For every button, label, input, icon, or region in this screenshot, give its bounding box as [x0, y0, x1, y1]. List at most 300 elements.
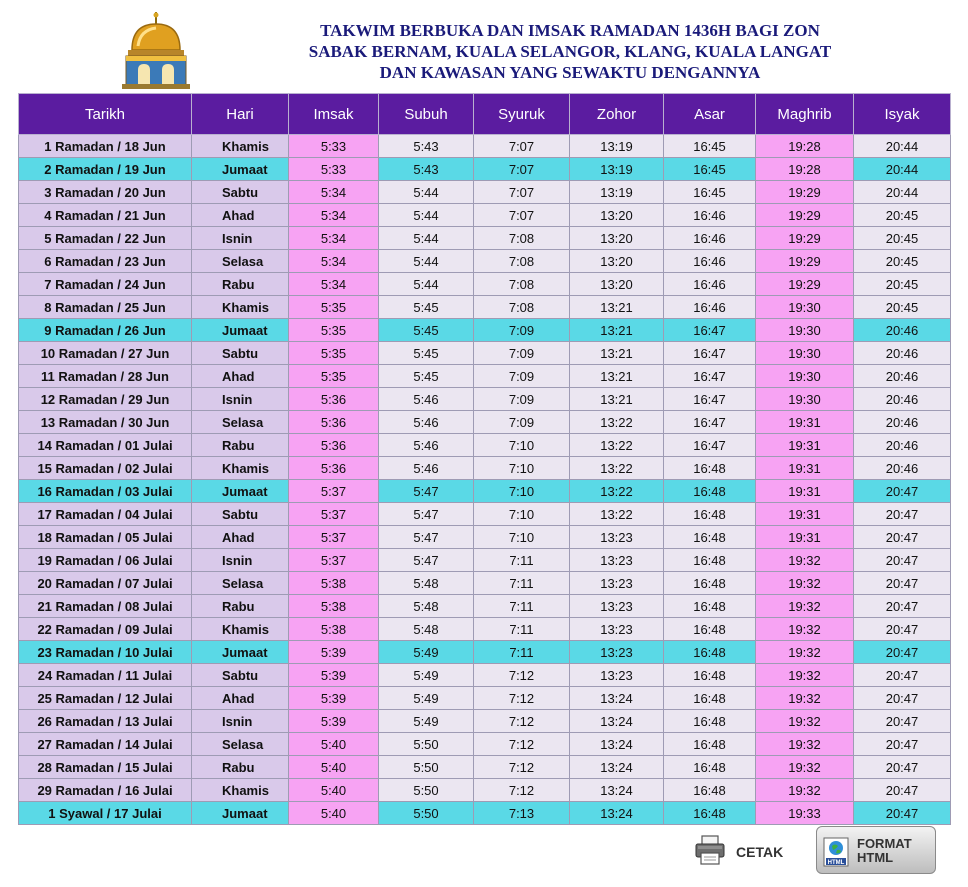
cell-maghrib: 19:33	[756, 802, 854, 825]
cell-tarikh: 15 Ramadan / 02 Julai	[19, 457, 192, 480]
cell-imsak: 5:39	[289, 687, 379, 710]
cell-isyak: 20:47	[854, 618, 951, 641]
cell-isyak: 20:47	[854, 572, 951, 595]
cell-isyak: 20:47	[854, 664, 951, 687]
cell-hari: Khamis	[192, 135, 289, 158]
cell-zohor: 13:24	[570, 756, 664, 779]
cell-subuh: 5:47	[379, 526, 474, 549]
cell-isyak: 20:45	[854, 227, 951, 250]
cell-hari: Khamis	[192, 779, 289, 802]
cell-tarikh: 1 Ramadan / 18 Jun	[19, 135, 192, 158]
table-header-row	[19, 94, 951, 135]
cell-imsak: 5:36	[289, 388, 379, 411]
cell-tarikh: 17 Ramadan / 04 Julai	[19, 503, 192, 526]
cell-syuruk: 7:11	[474, 572, 570, 595]
cell-maghrib: 19:32	[756, 756, 854, 779]
column-header-subuh: Subuh	[379, 94, 474, 135]
cell-tarikh: 19 Ramadan / 06 Julai	[19, 549, 192, 572]
table-row	[19, 365, 951, 388]
cell-hari: Ahad	[192, 526, 289, 549]
cell-zohor: 13:20	[570, 227, 664, 250]
prayer-times-table	[18, 93, 951, 825]
cell-syuruk: 7:12	[474, 733, 570, 756]
table-row	[19, 664, 951, 687]
cell-asar: 16:47	[664, 319, 756, 342]
cell-maghrib: 19:32	[756, 733, 854, 756]
cell-maghrib: 19:29	[756, 204, 854, 227]
cell-tarikh: 18 Ramadan / 05 Julai	[19, 526, 192, 549]
column-header-hari: Hari	[192, 94, 289, 135]
cell-asar: 16:48	[664, 457, 756, 480]
cell-tarikh: 26 Ramadan / 13 Julai	[19, 710, 192, 733]
cell-subuh: 5:45	[379, 342, 474, 365]
svg-text:HTML: HTML	[827, 860, 845, 866]
cell-syuruk: 7:12	[474, 664, 570, 687]
printer-icon	[694, 834, 726, 866]
cell-hari: Jumaat	[192, 802, 289, 825]
cell-hari: Selasa	[192, 250, 289, 273]
cell-subuh: 5:50	[379, 733, 474, 756]
cell-asar: 16:45	[664, 158, 756, 181]
cell-zohor: 13:24	[570, 779, 664, 802]
cell-tarikh: 25 Ramadan / 12 Julai	[19, 687, 192, 710]
cell-tarikh: 16 Ramadan / 03 Julai	[19, 480, 192, 503]
cell-syuruk: 7:13	[474, 802, 570, 825]
cell-asar: 16:48	[664, 756, 756, 779]
print-button[interactable]	[690, 830, 790, 874]
cell-imsak: 5:37	[289, 526, 379, 549]
cell-imsak: 5:33	[289, 158, 379, 181]
cell-subuh: 5:46	[379, 411, 474, 434]
column-header-tarikh: Tarikh	[19, 94, 192, 135]
cell-asar: 16:47	[664, 365, 756, 388]
cell-maghrib: 19:28	[756, 158, 854, 181]
cell-asar: 16:46	[664, 296, 756, 319]
column-header-isyak: Isyak	[854, 94, 951, 135]
cell-imsak: 5:36	[289, 411, 379, 434]
cell-maghrib: 19:30	[756, 319, 854, 342]
cell-isyak: 20:47	[854, 503, 951, 526]
cell-hari: Isnin	[192, 549, 289, 572]
cell-tarikh: 4 Ramadan / 21 Jun	[19, 204, 192, 227]
cell-maghrib: 19:32	[756, 664, 854, 687]
cell-zohor: 13:24	[570, 710, 664, 733]
table-row	[19, 273, 951, 296]
cell-isyak: 20:47	[854, 756, 951, 779]
cell-zohor: 13:21	[570, 388, 664, 411]
cell-isyak: 20:45	[854, 250, 951, 273]
table-row	[19, 503, 951, 526]
cell-asar: 16:46	[664, 273, 756, 296]
cell-hari: Selasa	[192, 572, 289, 595]
cell-hari: Khamis	[192, 618, 289, 641]
cell-subuh: 5:48	[379, 572, 474, 595]
table-row	[19, 457, 951, 480]
cell-zohor: 13:21	[570, 296, 664, 319]
cell-maghrib: 19:29	[756, 227, 854, 250]
cell-zohor: 13:20	[570, 250, 664, 273]
cell-tarikh: 29 Ramadan / 16 Julai	[19, 779, 192, 802]
page-title	[230, 20, 910, 83]
table-row	[19, 411, 951, 434]
table-row	[19, 733, 951, 756]
cell-hari: Rabu	[192, 273, 289, 296]
cell-isyak: 20:47	[854, 641, 951, 664]
cell-imsak: 5:40	[289, 802, 379, 825]
cell-zohor: 13:24	[570, 733, 664, 756]
cell-subuh: 5:44	[379, 250, 474, 273]
cell-hari: Sabtu	[192, 503, 289, 526]
cell-zohor: 13:23	[570, 549, 664, 572]
cell-syuruk: 7:07	[474, 204, 570, 227]
cell-zohor: 13:22	[570, 434, 664, 457]
cell-zohor: 13:19	[570, 158, 664, 181]
cell-asar: 16:47	[664, 388, 756, 411]
cell-isyak: 20:47	[854, 733, 951, 756]
cell-zohor: 13:23	[570, 526, 664, 549]
cell-zohor: 13:20	[570, 204, 664, 227]
cell-tarikh: 13 Ramadan / 30 Jun	[19, 411, 192, 434]
cell-tarikh: 20 Ramadan / 07 Julai	[19, 572, 192, 595]
cell-subuh: 5:44	[379, 273, 474, 296]
cell-maghrib: 19:29	[756, 181, 854, 204]
cell-subuh: 5:50	[379, 756, 474, 779]
cell-hari: Khamis	[192, 457, 289, 480]
cell-subuh: 5:49	[379, 687, 474, 710]
cell-imsak: 5:35	[289, 296, 379, 319]
cell-syuruk: 7:11	[474, 549, 570, 572]
cell-tarikh: 11 Ramadan / 28 Jun	[19, 365, 192, 388]
cell-asar: 16:48	[664, 779, 756, 802]
table-row	[19, 618, 951, 641]
cell-tarikh: 9 Ramadan / 26 Jun	[19, 319, 192, 342]
table-row	[19, 549, 951, 572]
cell-asar: 16:48	[664, 733, 756, 756]
cell-hari: Sabtu	[192, 664, 289, 687]
column-header-syuruk: Syuruk	[474, 94, 570, 135]
cell-isyak: 20:47	[854, 802, 951, 825]
cell-isyak: 20:46	[854, 342, 951, 365]
cell-zohor: 13:22	[570, 480, 664, 503]
cell-maghrib: 19:32	[756, 779, 854, 802]
cell-isyak: 20:45	[854, 273, 951, 296]
cell-syuruk: 7:11	[474, 618, 570, 641]
column-header-maghrib: Maghrib	[756, 94, 854, 135]
cell-subuh: 5:47	[379, 480, 474, 503]
cell-tarikh: 24 Ramadan / 11 Julai	[19, 664, 192, 687]
cell-isyak: 20:44	[854, 135, 951, 158]
cell-tarikh: 28 Ramadan / 15 Julai	[19, 756, 192, 779]
cell-isyak: 20:47	[854, 480, 951, 503]
cell-asar: 16:48	[664, 549, 756, 572]
cell-zohor: 13:19	[570, 181, 664, 204]
cell-subuh: 5:45	[379, 296, 474, 319]
cell-hari: Jumaat	[192, 480, 289, 503]
cell-zohor: 13:22	[570, 411, 664, 434]
print-label: CETAK	[736, 844, 784, 860]
cell-syuruk: 7:09	[474, 411, 570, 434]
table-row	[19, 756, 951, 779]
cell-hari: Sabtu	[192, 342, 289, 365]
cell-isyak: 20:47	[854, 595, 951, 618]
cell-isyak: 20:45	[854, 204, 951, 227]
cell-syuruk: 7:08	[474, 273, 570, 296]
cell-tarikh: 23 Ramadan / 10 Julai	[19, 641, 192, 664]
cell-maghrib: 19:31	[756, 526, 854, 549]
cell-syuruk: 7:09	[474, 342, 570, 365]
cell-maghrib: 19:31	[756, 434, 854, 457]
cell-asar: 16:45	[664, 135, 756, 158]
cell-maghrib: 19:32	[756, 618, 854, 641]
cell-syuruk: 7:09	[474, 388, 570, 411]
cell-isyak: 20:47	[854, 526, 951, 549]
cell-maghrib: 19:32	[756, 641, 854, 664]
cell-tarikh: 10 Ramadan / 27 Jun	[19, 342, 192, 365]
cell-imsak: 5:34	[289, 181, 379, 204]
cell-maghrib: 19:31	[756, 411, 854, 434]
cell-subuh: 5:47	[379, 503, 474, 526]
cell-hari: Isnin	[192, 388, 289, 411]
cell-maghrib: 19:30	[756, 296, 854, 319]
cell-hari: Isnin	[192, 710, 289, 733]
cell-asar: 16:48	[664, 526, 756, 549]
format-html-label-line2: HTML	[857, 850, 894, 865]
cell-subuh: 5:44	[379, 181, 474, 204]
cell-subuh: 5:47	[379, 549, 474, 572]
table-row	[19, 181, 951, 204]
cell-imsak: 5:35	[289, 342, 379, 365]
cell-asar: 16:46	[664, 250, 756, 273]
cell-hari: Ahad	[192, 687, 289, 710]
cell-syuruk: 7:08	[474, 250, 570, 273]
cell-asar: 16:48	[664, 664, 756, 687]
cell-syuruk: 7:09	[474, 319, 570, 342]
cell-subuh: 5:48	[379, 618, 474, 641]
table-row	[19, 572, 951, 595]
column-header-zohor: Zohor	[570, 94, 664, 135]
cell-zohor: 13:24	[570, 802, 664, 825]
cell-asar: 16:47	[664, 342, 756, 365]
cell-tarikh: 21 Ramadan / 08 Julai	[19, 595, 192, 618]
table-row	[19, 434, 951, 457]
table-row	[19, 158, 951, 181]
cell-syuruk: 7:10	[474, 503, 570, 526]
cell-tarikh: 22 Ramadan / 09 Julai	[19, 618, 192, 641]
cell-asar: 16:48	[664, 641, 756, 664]
cell-subuh: 5:43	[379, 158, 474, 181]
page-header	[0, 0, 968, 92]
cell-isyak: 20:47	[854, 710, 951, 733]
cell-maghrib: 19:31	[756, 480, 854, 503]
cell-imsak: 5:38	[289, 618, 379, 641]
cell-asar: 16:48	[664, 595, 756, 618]
cell-syuruk: 7:07	[474, 135, 570, 158]
cell-hari: Isnin	[192, 227, 289, 250]
cell-syuruk: 7:10	[474, 434, 570, 457]
cell-syuruk: 7:11	[474, 595, 570, 618]
cell-maghrib: 19:28	[756, 135, 854, 158]
cell-maghrib: 19:32	[756, 549, 854, 572]
cell-zohor: 13:21	[570, 342, 664, 365]
cell-subuh: 5:49	[379, 641, 474, 664]
cell-imsak: 5:40	[289, 779, 379, 802]
cell-hari: Selasa	[192, 733, 289, 756]
cell-imsak: 5:39	[289, 710, 379, 733]
cell-asar: 16:48	[664, 503, 756, 526]
cell-imsak: 5:34	[289, 250, 379, 273]
title-line-2: SABAK BERNAM, KUALA SELANGOR, KLANG, KUALA LANGAT	[308, 42, 832, 61]
cell-imsak: 5:40	[289, 733, 379, 756]
table-row	[19, 135, 951, 158]
cell-isyak: 20:47	[854, 549, 951, 572]
table-row	[19, 319, 951, 342]
cell-zohor: 13:22	[570, 503, 664, 526]
cell-zohor: 13:23	[570, 572, 664, 595]
cell-asar: 16:48	[664, 618, 756, 641]
cell-isyak: 20:47	[854, 687, 951, 710]
cell-tarikh: 8 Ramadan / 25 Jun	[19, 296, 192, 319]
cell-maghrib: 19:31	[756, 457, 854, 480]
cell-asar: 16:48	[664, 710, 756, 733]
table-row	[19, 296, 951, 319]
cell-syuruk: 7:07	[474, 181, 570, 204]
cell-subuh: 5:46	[379, 388, 474, 411]
cell-imsak: 5:33	[289, 135, 379, 158]
cell-asar: 16:46	[664, 204, 756, 227]
cell-imsak: 5:34	[289, 204, 379, 227]
cell-isyak: 20:46	[854, 457, 951, 480]
cell-hari: Jumaat	[192, 641, 289, 664]
cell-imsak: 5:36	[289, 434, 379, 457]
cell-imsak: 5:34	[289, 273, 379, 296]
cell-hari: Rabu	[192, 595, 289, 618]
cell-maghrib: 19:30	[756, 388, 854, 411]
cell-hari: Sabtu	[192, 181, 289, 204]
cell-zohor: 13:20	[570, 273, 664, 296]
cell-syuruk: 7:10	[474, 526, 570, 549]
cell-hari: Rabu	[192, 434, 289, 457]
cell-subuh: 5:46	[379, 457, 474, 480]
column-header-imsak: Imsak	[289, 94, 379, 135]
cell-isyak: 20:46	[854, 434, 951, 457]
cell-tarikh: 5 Ramadan / 22 Jun	[19, 227, 192, 250]
cell-syuruk: 7:12	[474, 710, 570, 733]
cell-maghrib: 19:29	[756, 250, 854, 273]
cell-subuh: 5:43	[379, 135, 474, 158]
title-line-3: DAN KAWASAN YANG SEWAKTU DENGANNYA	[379, 63, 761, 82]
mosque-dome-icon	[118, 10, 194, 90]
cell-subuh: 5:44	[379, 227, 474, 250]
cell-maghrib: 19:31	[756, 503, 854, 526]
cell-subuh: 5:48	[379, 595, 474, 618]
cell-hari: Ahad	[192, 204, 289, 227]
cell-hari: Khamis	[192, 296, 289, 319]
format-html-label	[857, 837, 912, 865]
cell-isyak: 20:47	[854, 779, 951, 802]
cell-isyak: 20:44	[854, 181, 951, 204]
table-row	[19, 710, 951, 733]
cell-zohor: 13:24	[570, 687, 664, 710]
format-html-button[interactable]	[816, 826, 936, 874]
cell-maghrib: 19:32	[756, 595, 854, 618]
cell-imsak: 5:35	[289, 365, 379, 388]
cell-asar: 16:46	[664, 227, 756, 250]
cell-subuh: 5:44	[379, 204, 474, 227]
table-row	[19, 687, 951, 710]
cell-hari: Selasa	[192, 411, 289, 434]
table-row	[19, 227, 951, 250]
title-line-1: TAKWIM BERBUKA DAN IMSAK RAMADAN 1436H BAGI ZON	[320, 21, 820, 40]
cell-zohor: 13:23	[570, 595, 664, 618]
cell-maghrib: 19:30	[756, 342, 854, 365]
cell-imsak: 5:34	[289, 227, 379, 250]
cell-subuh: 5:45	[379, 319, 474, 342]
cell-zohor: 13:21	[570, 319, 664, 342]
cell-asar: 16:48	[664, 480, 756, 503]
cell-imsak: 5:38	[289, 572, 379, 595]
cell-maghrib: 19:29	[756, 273, 854, 296]
cell-isyak: 20:46	[854, 411, 951, 434]
cell-hari: Jumaat	[192, 319, 289, 342]
cell-asar: 16:47	[664, 411, 756, 434]
cell-hari: Ahad	[192, 365, 289, 388]
cell-zohor: 13:22	[570, 457, 664, 480]
cell-syuruk: 7:11	[474, 641, 570, 664]
cell-syuruk: 7:08	[474, 296, 570, 319]
html-globe-icon	[823, 837, 849, 867]
cell-maghrib: 19:32	[756, 572, 854, 595]
cell-tarikh: 12 Ramadan / 29 Jun	[19, 388, 192, 411]
cell-maghrib: 19:30	[756, 365, 854, 388]
cell-zohor: 13:21	[570, 365, 664, 388]
table-row	[19, 204, 951, 227]
cell-imsak: 5:37	[289, 503, 379, 526]
cell-subuh: 5:49	[379, 664, 474, 687]
cell-zohor: 13:23	[570, 618, 664, 641]
table-row	[19, 388, 951, 411]
cell-asar: 16:48	[664, 802, 756, 825]
cell-zohor: 13:19	[570, 135, 664, 158]
cell-subuh: 5:50	[379, 779, 474, 802]
cell-asar: 16:45	[664, 181, 756, 204]
cell-tarikh: 2 Ramadan / 19 Jun	[19, 158, 192, 181]
cell-subuh: 5:46	[379, 434, 474, 457]
table-row	[19, 250, 951, 273]
cell-imsak: 5:38	[289, 595, 379, 618]
table-row	[19, 526, 951, 549]
cell-imsak: 5:40	[289, 756, 379, 779]
cell-zohor: 13:23	[570, 664, 664, 687]
cell-syuruk: 7:10	[474, 480, 570, 503]
cell-subuh: 5:50	[379, 802, 474, 825]
cell-zohor: 13:23	[570, 641, 664, 664]
table-row	[19, 595, 951, 618]
table-row	[19, 480, 951, 503]
cell-syuruk: 7:08	[474, 227, 570, 250]
cell-isyak: 20:46	[854, 365, 951, 388]
cell-subuh: 5:49	[379, 710, 474, 733]
cell-maghrib: 19:32	[756, 710, 854, 733]
cell-syuruk: 7:12	[474, 687, 570, 710]
cell-hari: Rabu	[192, 756, 289, 779]
format-html-label-line1: FORMAT	[857, 836, 912, 851]
cell-subuh: 5:45	[379, 365, 474, 388]
cell-imsak: 5:37	[289, 480, 379, 503]
cell-isyak: 20:46	[854, 388, 951, 411]
cell-syuruk: 7:10	[474, 457, 570, 480]
cell-tarikh: 1 Syawal / 17 Julai	[19, 802, 192, 825]
cell-hari: Jumaat	[192, 158, 289, 181]
